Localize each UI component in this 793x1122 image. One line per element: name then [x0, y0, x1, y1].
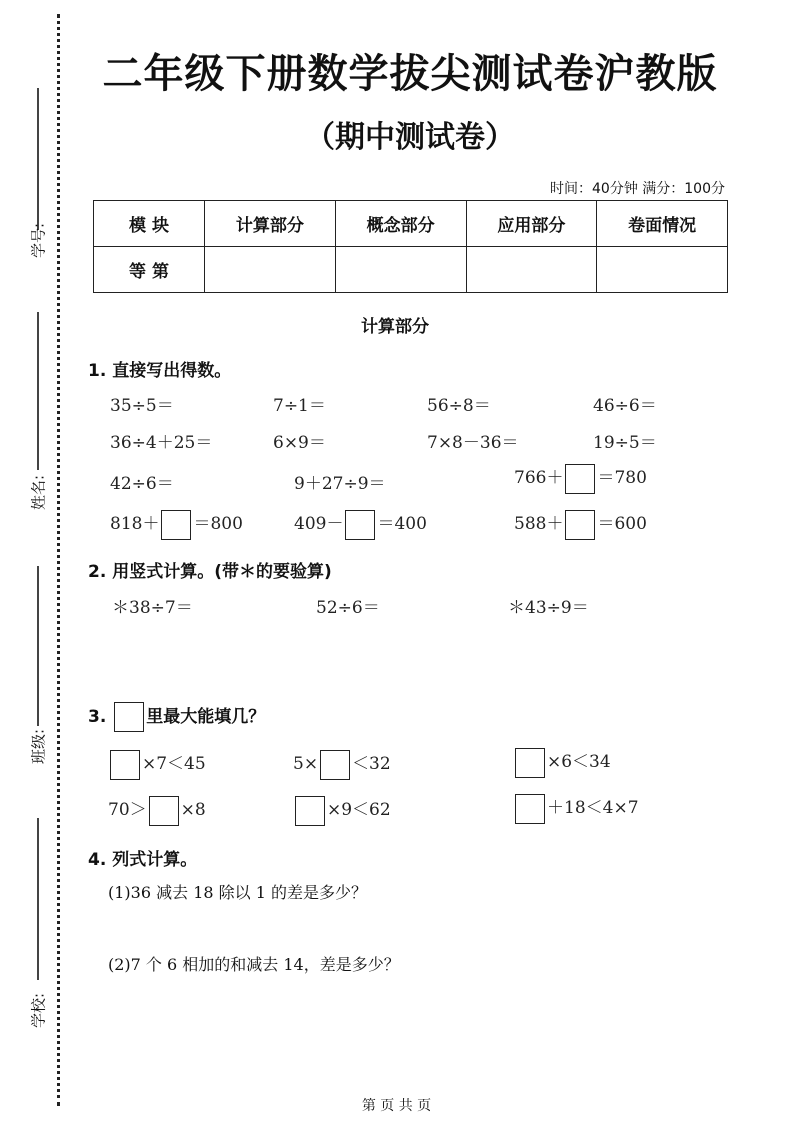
answer-box[interactable]	[320, 750, 350, 780]
table-header: 概念部分	[335, 201, 466, 247]
problem	[514, 509, 647, 540]
score-cell[interactable]	[205, 247, 336, 293]
time-info: 时间：40分钟 满分：100分	[550, 181, 725, 197]
problem: ＊43÷9＝	[508, 598, 589, 618]
problem: ＊38÷7＝	[112, 598, 193, 618]
page-title: 二年级下册数学拔尖测试卷沪教版	[102, 51, 718, 97]
page-footer: 第 页 共 页	[361, 1098, 432, 1114]
question-2-title: 2. 用竖式计算。(带＊的要验算)	[88, 562, 332, 582]
problem: 42÷6＝	[110, 474, 174, 494]
word-problem: (2)7 个 6 相加的和减去 14，差是多少？	[108, 955, 400, 974]
problem: 9＋27÷9＝	[294, 474, 386, 494]
problem: 52÷6＝	[316, 598, 380, 618]
word-problem: (1)36 减去 18 除以 1 的差是多少？	[108, 883, 367, 902]
problem-left: 5×	[293, 754, 319, 774]
problem: 46÷6＝	[593, 396, 657, 416]
question-3-title	[88, 702, 265, 732]
school-line	[37, 818, 39, 980]
answer-box[interactable]	[565, 464, 595, 494]
problem-right: ＝780	[597, 468, 647, 488]
table-header: 模 块	[94, 201, 205, 247]
answer-box[interactable]	[345, 510, 375, 540]
score-cell[interactable]	[466, 247, 597, 293]
problem	[293, 795, 391, 826]
school-label: 学校:	[29, 992, 48, 1029]
question-1-title: 1. 直接写出得数。	[88, 361, 232, 381]
problem-right: ×7＜45	[142, 754, 206, 774]
answer-box[interactable]	[110, 750, 140, 780]
problem: 36÷4＋25＝	[110, 433, 213, 453]
problem	[293, 749, 391, 780]
student-id-label: 学号:	[29, 222, 48, 259]
table-header: 计算部分	[205, 201, 336, 247]
student-id-line	[37, 88, 39, 230]
question-text: 里最大能填几？	[146, 707, 266, 727]
table-header: 卷面情况	[597, 201, 728, 247]
problem-left: 588＋	[514, 514, 564, 534]
box-symbol	[114, 702, 144, 732]
problem-left: 409－	[294, 514, 344, 534]
table-row	[94, 201, 728, 247]
answer-box[interactable]	[565, 510, 595, 540]
problem-right: ＋18＜4×7	[547, 798, 639, 818]
problem: 35÷5＝	[110, 396, 174, 416]
table-header: 应用部分	[466, 201, 597, 247]
problem-left: 818＋	[110, 514, 160, 534]
problem-right: ×6＜34	[547, 752, 611, 772]
binding-dashed-line	[57, 14, 60, 1106]
problem: 7×8－36＝	[427, 433, 519, 453]
answer-box[interactable]	[515, 748, 545, 778]
problem-right: ＝400	[377, 514, 427, 534]
problem	[108, 795, 206, 826]
problem	[514, 463, 647, 494]
class-label: 班级:	[29, 728, 48, 765]
problem-right: ＜32	[352, 754, 391, 774]
problem-right: ＝600	[597, 514, 647, 534]
name-label: 姓名:	[29, 474, 48, 511]
problem-right: ×9＜62	[327, 800, 391, 820]
page-subtitle: （期中测试卷）	[305, 120, 515, 155]
answer-box[interactable]	[161, 510, 191, 540]
problem: 6×9＝	[273, 433, 326, 453]
problem	[513, 793, 639, 824]
score-cell[interactable]	[335, 247, 466, 293]
score-cell[interactable]	[597, 247, 728, 293]
problem	[513, 747, 611, 778]
answer-box[interactable]	[295, 796, 325, 826]
class-line	[37, 566, 39, 726]
problem-left: 766＋	[514, 468, 564, 488]
problem: 56÷8＝	[427, 396, 491, 416]
problem	[294, 509, 427, 540]
problem	[108, 749, 206, 780]
score-table	[93, 200, 728, 293]
answer-box[interactable]	[515, 794, 545, 824]
question-4-title: 4. 列式计算。	[88, 850, 198, 870]
question-number: 3.	[88, 707, 107, 727]
problem-left: 70＞	[108, 800, 147, 820]
table-row	[94, 247, 728, 293]
answer-box[interactable]	[149, 796, 179, 826]
problem-right: ＝800	[193, 514, 243, 534]
row-label: 等 第	[94, 247, 205, 293]
problem: 19÷5＝	[593, 433, 657, 453]
problem	[110, 509, 243, 540]
problem: 7÷1＝	[273, 396, 326, 416]
problem-right: ×8	[180, 800, 206, 820]
section-title: 计算部分	[361, 317, 429, 337]
